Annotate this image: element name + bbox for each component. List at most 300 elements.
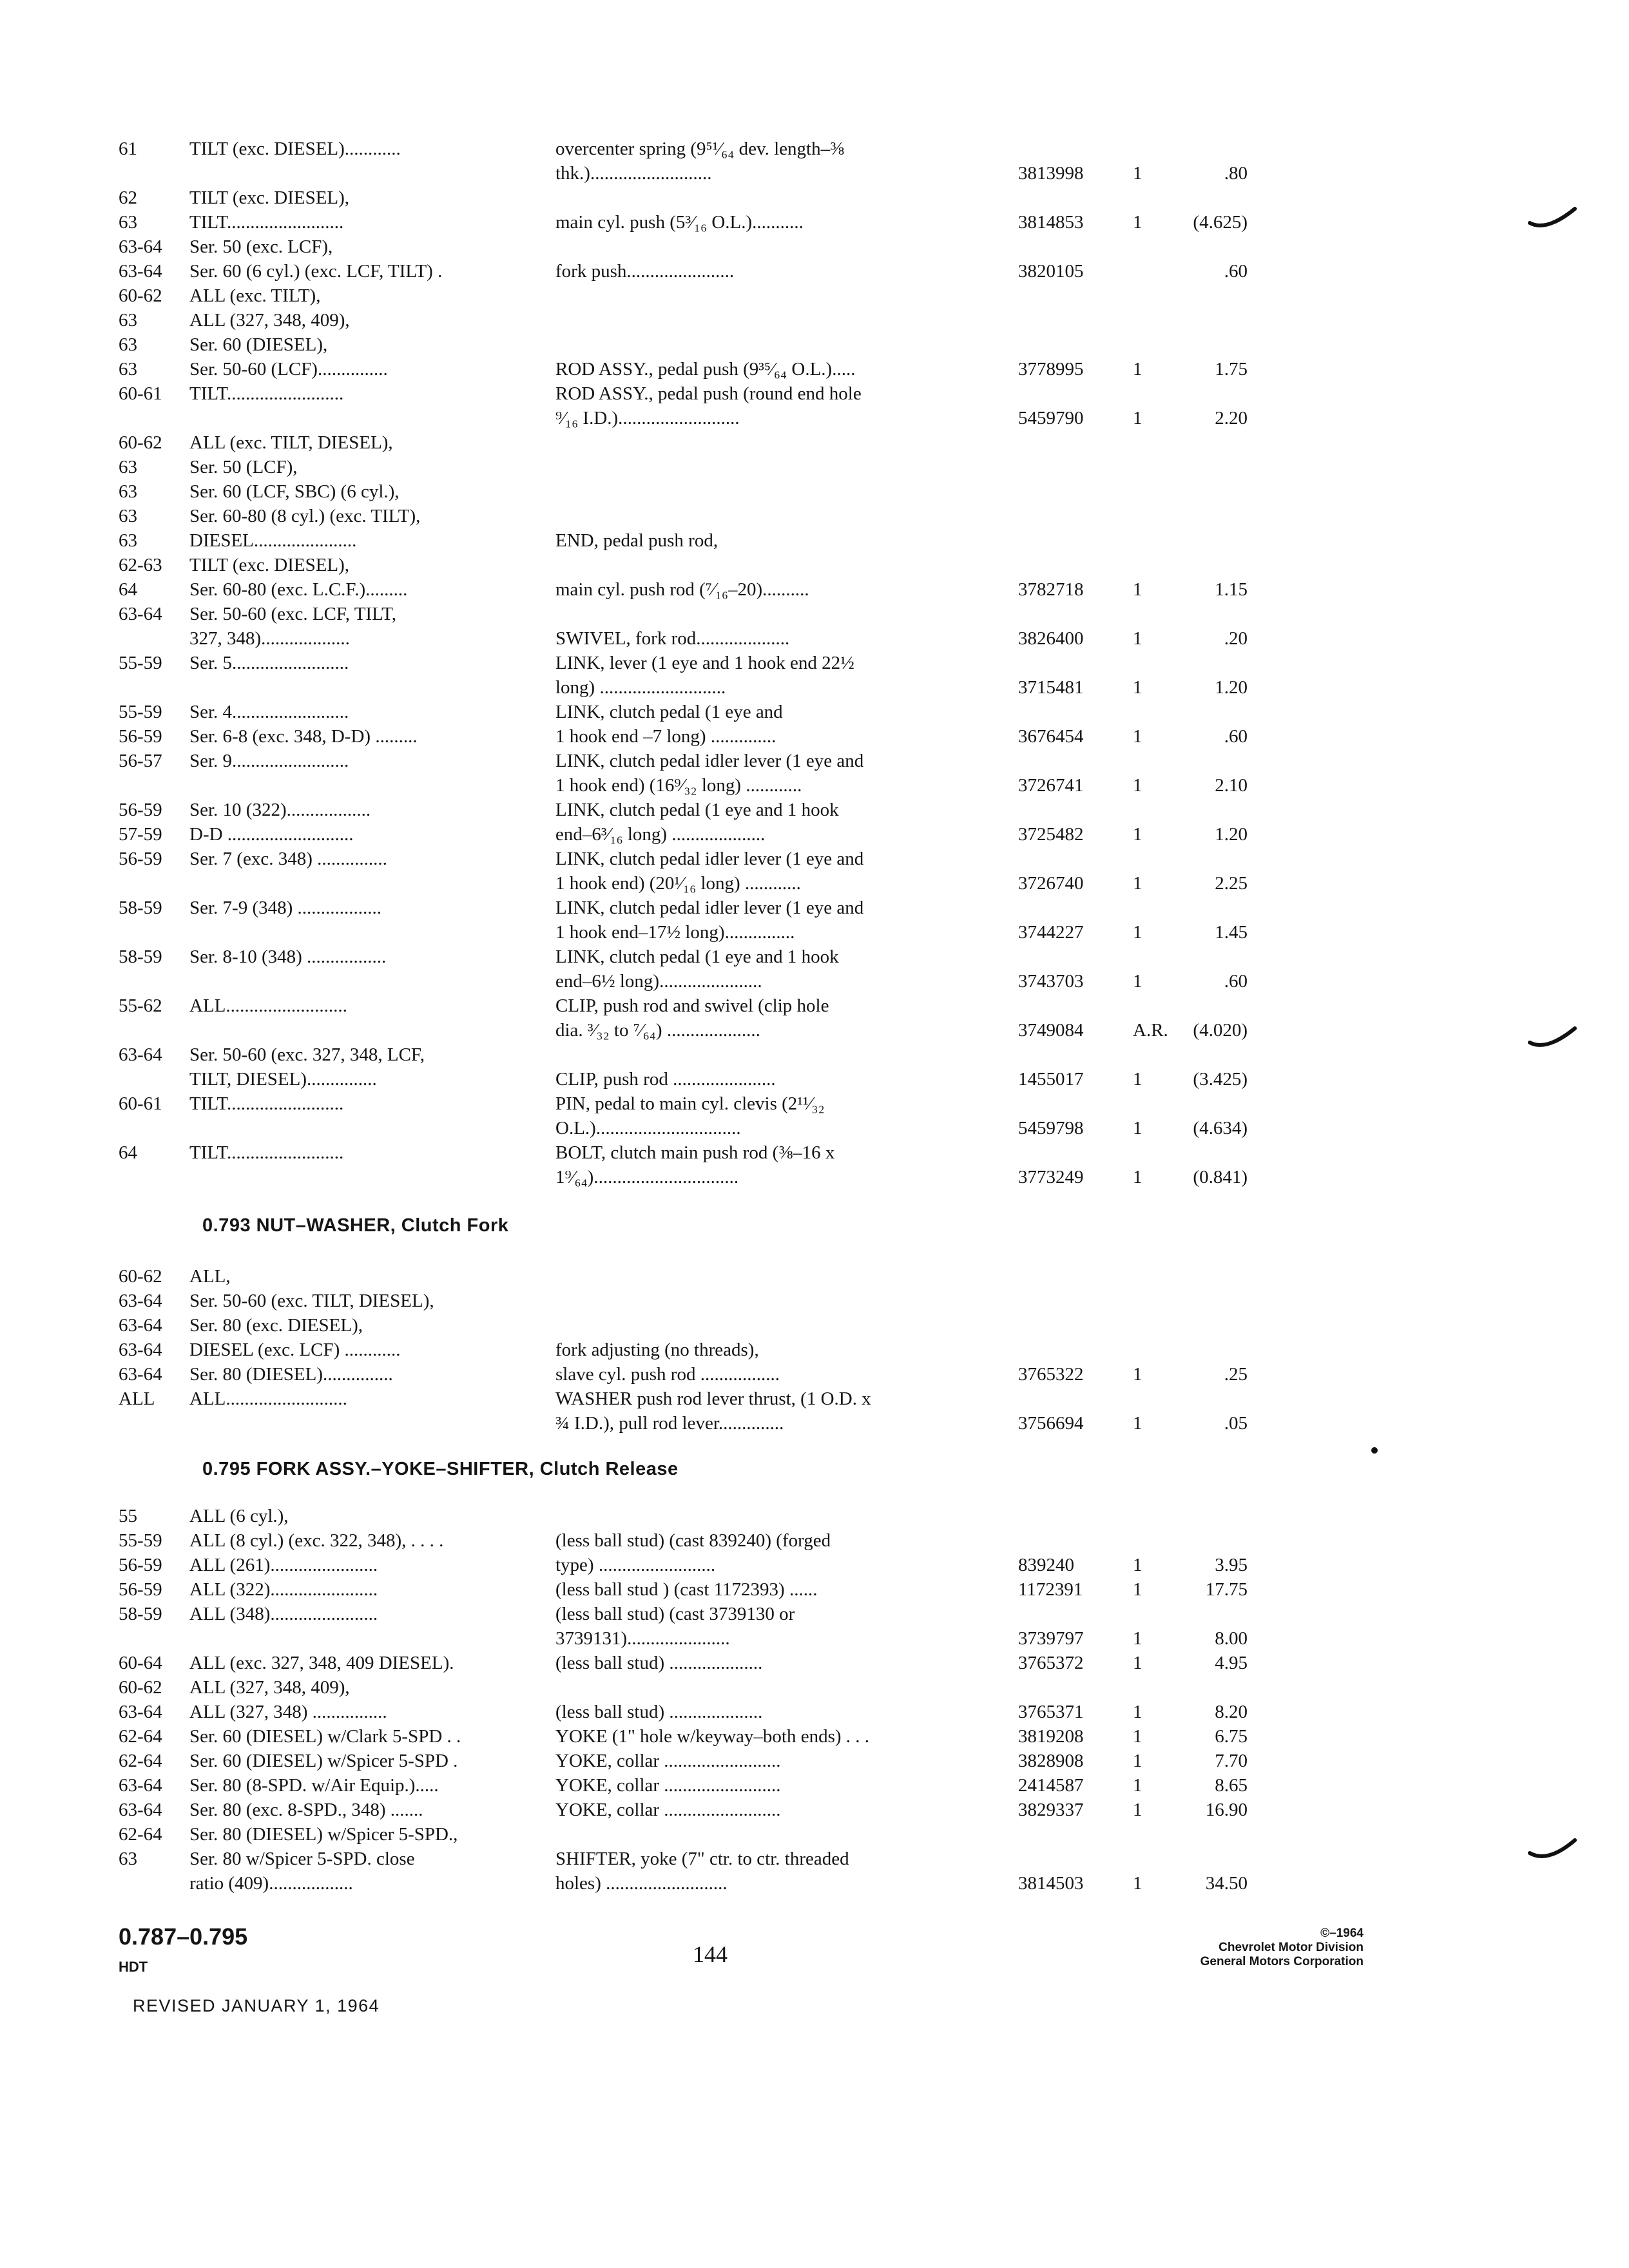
quantity-cell: 1 [1133, 1751, 1142, 1771]
quantity-cell: 1 [1133, 1800, 1142, 1820]
model-year-cell: 60-62 [119, 285, 162, 306]
description-cell: main cyl. push rod (⁷⁄₁₆–20).......... [555, 579, 809, 600]
description-cell: 1 hook end) (16⁹⁄₃₂ long) ............ [555, 775, 802, 796]
part-number-cell: 839240 [1018, 1555, 1074, 1575]
model-year-cell: 62-64 [119, 1824, 162, 1845]
model-year-cell: 63-64 [119, 1315, 162, 1336]
quantity-cell: 1 [1133, 1628, 1142, 1649]
application-cell: Ser. 80 (DIESEL) w/Spicer 5-SPD., [189, 1824, 458, 1845]
quantity-cell: 1 [1133, 1702, 1142, 1722]
description-cell: overcenter spring (9⁵¹⁄₆₄ dev. length–⅜ [555, 139, 844, 159]
model-year-cell: 64 [119, 1142, 137, 1163]
copyright-notice: ©–1964 [1320, 1927, 1364, 1940]
table-row [0, 381, 1629, 406]
model-year-cell: 63 [119, 457, 137, 477]
quantity-cell: 1 [1133, 579, 1142, 600]
model-year-cell: 63-64 [119, 236, 162, 257]
application-cell: Ser. 50-60 (exc. LCF, TILT, [189, 604, 396, 624]
price-cell: 16.90 [1205, 1800, 1248, 1820]
description-cell: SHIFTER, yoke (7" ctr. to ctr. threaded [555, 1849, 849, 1869]
quantity-cell: 1 [1133, 1167, 1142, 1187]
application-cell: Ser. 60 (6 cyl.) (exc. LCF, TILT) . [189, 261, 443, 282]
table-row [0, 1116, 1629, 1140]
model-year-cell: 60-61 [119, 1093, 162, 1114]
price-cell: (3.425) [1193, 1069, 1248, 1090]
application-cell: Ser. 5......................... [189, 653, 349, 673]
application-cell: ALL, [189, 1266, 231, 1287]
price-cell: .05 [1224, 1413, 1248, 1434]
table-row [0, 1264, 1629, 1289]
part-number-cell: 5459790 [1018, 408, 1084, 428]
table-row [0, 137, 1629, 161]
quantity-cell: 1 [1133, 1555, 1142, 1575]
part-number-cell: 3814503 [1018, 1873, 1084, 1894]
table-row [0, 504, 1629, 528]
model-year-cell: 64 [119, 579, 137, 600]
part-number-cell: 3765322 [1018, 1364, 1084, 1385]
description-cell: slave cyl. push rod ................. [555, 1364, 780, 1385]
table-row [0, 847, 1629, 871]
table-row [0, 235, 1629, 259]
table-row [0, 871, 1629, 896]
application-cell: ALL (327, 348, 409), [189, 1677, 350, 1698]
description-cell: ¾ I.D.), pull rod lever.............. [555, 1413, 784, 1434]
application-cell: ALL (exc. TILT), [189, 285, 321, 306]
model-year-cell: 57-59 [119, 824, 162, 845]
application-cell: Ser. 7 (exc. 348) ............... [189, 849, 387, 869]
application-cell: Ser. 60 (DIESEL), [189, 334, 328, 355]
price-cell: 7.70 [1215, 1751, 1248, 1771]
description-cell: CLIP, push rod ...................... [555, 1069, 776, 1090]
model-year-cell: 62-64 [119, 1751, 162, 1771]
part-number-cell: 3715481 [1018, 677, 1084, 698]
application-cell: 327, 348)................... [189, 628, 350, 649]
application-cell: TILT......................... [189, 212, 344, 233]
table-row [0, 1773, 1629, 1798]
price-cell: .80 [1224, 163, 1248, 184]
model-year-cell: 56-57 [119, 751, 162, 771]
description-cell: end–6³⁄₁₆ long) .................... [555, 824, 766, 845]
part-number-cell: 3820105 [1018, 261, 1084, 282]
table-row [0, 577, 1629, 602]
application-cell: Ser. 80 (exc. 8-SPD., 348) ....... [189, 1800, 423, 1820]
table-row [0, 430, 1629, 455]
part-number-cell: 3813998 [1018, 163, 1084, 184]
application-cell: Ser. 60-80 (exc. L.C.F.)......... [189, 579, 408, 600]
quantity-cell: 1 [1133, 726, 1142, 747]
price-cell: (4.625) [1193, 212, 1248, 233]
model-year-cell: 63-64 [119, 1291, 162, 1311]
model-year-cell: 56-59 [119, 1555, 162, 1575]
quantity-cell: 1 [1133, 1118, 1142, 1139]
application-cell: Ser. 50-60 (exc. TILT, DIESEL), [189, 1291, 434, 1311]
table-row [0, 700, 1629, 724]
price-cell: (4.020) [1193, 1020, 1248, 1041]
table-row [0, 357, 1629, 381]
model-year-cell: 63-64 [119, 604, 162, 624]
application-cell: DIESEL (exc. LCF) ............ [189, 1340, 401, 1360]
model-year-cell: ALL [119, 1389, 155, 1409]
model-year-cell: 63 [119, 530, 137, 551]
table-row [0, 1387, 1629, 1411]
table-row [0, 1165, 1629, 1189]
application-cell: TILT (exc. DIESEL), [189, 187, 350, 208]
quantity-cell: 1 [1133, 408, 1142, 428]
table-row [0, 1553, 1629, 1577]
price-cell: .20 [1224, 628, 1248, 649]
application-cell: DIESEL...................... [189, 530, 357, 551]
table-row [0, 1411, 1629, 1436]
model-year-cell: 55 [119, 1506, 137, 1526]
application-cell: Ser. 7-9 (348) .................. [189, 898, 382, 918]
table-row [0, 822, 1629, 847]
table-row [0, 406, 1629, 430]
description-cell: BOLT, clutch main push rod (⅜–16 x [555, 1142, 835, 1163]
model-year-cell: 55-59 [119, 1530, 162, 1551]
part-number-cell: 1172391 [1018, 1579, 1083, 1600]
part-number-cell: 3756694 [1018, 1413, 1084, 1434]
application-cell: TILT......................... [189, 1142, 344, 1163]
application-cell: Ser. 50 (exc. LCF), [189, 236, 333, 257]
part-number-cell: 3744227 [1018, 922, 1084, 943]
price-cell: 4.95 [1215, 1653, 1248, 1673]
description-cell: LINK, clutch pedal idler lever (1 eye and [555, 898, 864, 918]
table-row [0, 626, 1629, 651]
description-cell: 1 hook end) (20¹⁄₁₆ long) ............ [555, 873, 801, 894]
application-cell: Ser. 80 (8-SPD. w/Air Equip.)..... [189, 1775, 439, 1796]
footer-section-range: 0.787–0.795 [119, 1923, 248, 1950]
application-cell: Ser. 80 (DIESEL)............... [189, 1364, 393, 1385]
price-cell: (0.841) [1193, 1167, 1248, 1187]
description-cell: (less ball stud) .................... [555, 1702, 763, 1722]
application-cell: TILT (exc. DIESEL)............ [189, 139, 401, 159]
model-year-cell: 60-62 [119, 1266, 162, 1287]
description-cell: ⁹⁄₁₆ I.D.).......................... [555, 408, 740, 428]
table-row [0, 528, 1629, 553]
part-number-cell: 3826400 [1018, 628, 1084, 649]
parts-list-push-rod [0, 137, 1629, 1189]
quantity-cell: 1 [1133, 628, 1142, 649]
price-cell: 34.50 [1205, 1873, 1248, 1894]
price-cell: 1.20 [1215, 824, 1248, 845]
quantity-cell: 1 [1133, 775, 1142, 796]
application-cell: Ser. 50-60 (LCF)............... [189, 359, 388, 380]
model-year-cell: 63 [119, 212, 137, 233]
model-year-cell: 60-64 [119, 1653, 162, 1673]
description-cell: LINK, clutch pedal idler lever (1 eye and [555, 751, 864, 771]
description-cell: ROD ASSY., pedal push (round end hole [555, 383, 862, 404]
description-cell: main cyl. push (5³⁄₁₆ O.L.)........... [555, 212, 804, 233]
price-cell: 1.15 [1215, 579, 1248, 600]
quantity-cell: 1 [1133, 359, 1142, 380]
parts-list-nut-washer [0, 1264, 1629, 1436]
part-number-cell: 3725482 [1018, 824, 1084, 845]
application-cell: D-D ........................... [189, 824, 354, 845]
quantity-cell: 1 [1133, 1653, 1142, 1673]
model-year-cell: 63 [119, 506, 137, 526]
description-cell: LINK, clutch pedal (1 eye and [555, 702, 783, 722]
quantity-cell: 1 [1133, 1873, 1142, 1894]
price-cell: .25 [1224, 1364, 1248, 1385]
table-row [0, 602, 1629, 626]
table-row [0, 1675, 1629, 1700]
application-cell: Ser. 10 (322).................. [189, 800, 371, 820]
description-cell: thk.).......................... [555, 163, 712, 184]
table-row [0, 1091, 1629, 1116]
section-heading-fork-assy: 0.795 FORK ASSY.–YOKE–SHIFTER, Clutch Release [202, 1459, 679, 1479]
part-number-cell: 3773249 [1018, 1167, 1084, 1187]
application-cell: Ser. 6-8 (exc. 348, D-D) ......... [189, 726, 418, 747]
part-number-cell: 3739797 [1018, 1628, 1084, 1649]
description-cell: YOKE, collar ......................... [555, 1800, 781, 1820]
table-row [0, 1043, 1629, 1067]
description-cell: fork push....................... [555, 261, 735, 282]
price-cell: 8.65 [1215, 1775, 1248, 1796]
table-row [0, 284, 1629, 308]
model-year-cell: 63-64 [119, 1364, 162, 1385]
part-number-cell: 3778995 [1018, 359, 1084, 380]
model-year-cell: 56-59 [119, 849, 162, 869]
description-cell: END, pedal push rod, [555, 530, 718, 551]
section-heading-nut-washer: 0.793 NUT–WASHER, Clutch Fork [202, 1215, 509, 1236]
application-cell: Ser. 80 w/Spicer 5-SPD. close [189, 1849, 415, 1869]
description-cell: YOKE, collar ......................... [555, 1775, 781, 1796]
model-year-cell: 58-59 [119, 947, 162, 967]
description-cell: 3739131)...................... [555, 1628, 730, 1649]
revision-date: REVISED JANUARY 1, 1964 [133, 1996, 380, 2015]
table-row [0, 1577, 1629, 1602]
part-number-cell: 3726740 [1018, 873, 1084, 894]
application-cell: TILT......................... [189, 1093, 344, 1114]
quantity-cell: A.R. [1133, 1020, 1168, 1041]
application-cell: Ser. 4......................... [189, 702, 349, 722]
table-row [0, 724, 1629, 749]
application-cell: Ser. 50 (LCF), [189, 457, 298, 477]
quantity-cell: 1 [1133, 1364, 1142, 1385]
description-cell: 1 hook end –7 long) .............. [555, 726, 776, 747]
price-cell: 1.75 [1215, 359, 1248, 380]
application-cell: ALL (261)....................... [189, 1555, 378, 1575]
description-cell: (less ball stud) (cast 839240) (forged [555, 1530, 831, 1551]
description-cell: LINK, clutch pedal idler lever (1 eye and [555, 849, 864, 869]
model-year-cell: 55-59 [119, 653, 162, 673]
application-cell: ALL.......................... [189, 1389, 347, 1409]
description-cell: (less ball stud) (cast 3739130 or [555, 1604, 795, 1624]
model-year-cell: 63-64 [119, 1800, 162, 1820]
table-row [0, 945, 1629, 969]
table-row [0, 479, 1629, 504]
table-row [0, 651, 1629, 675]
part-number-cell: 3726741 [1018, 775, 1084, 796]
table-row [0, 1504, 1629, 1528]
description-cell: 1 hook end–17½ long)............... [555, 922, 795, 943]
table-row [0, 161, 1629, 186]
model-year-cell: 62-63 [119, 555, 162, 575]
description-cell: 1⁹⁄₆₄)............................... [555, 1167, 739, 1187]
publisher-block [1200, 1927, 1364, 1969]
price-cell: .60 [1224, 726, 1248, 747]
table-row [0, 1724, 1629, 1749]
application-cell: Ser. 60 (DIESEL) w/Spicer 5-SPD . [189, 1751, 458, 1771]
part-number-cell: 3765371 [1018, 1702, 1084, 1722]
scan-mark-middle [1527, 1024, 1579, 1053]
page-number: 144 [693, 1941, 728, 1967]
part-number-cell: 3782718 [1018, 579, 1084, 600]
footer-hdt: HDT [119, 1959, 148, 1975]
price-cell: .60 [1224, 261, 1248, 282]
table-row [0, 1822, 1629, 1847]
application-cell: ALL.......................... [189, 995, 347, 1016]
table-row [0, 1018, 1629, 1043]
model-year-cell: 55-59 [119, 702, 162, 722]
part-number-cell: 3828908 [1018, 1751, 1084, 1771]
description-cell: dia. ³⁄₃₂ to ⁷⁄₆₄) .................... [555, 1020, 760, 1041]
table-row [0, 920, 1629, 945]
quantity-cell: 1 [1133, 212, 1142, 233]
model-year-cell: 63-64 [119, 1340, 162, 1360]
table-row [0, 1871, 1629, 1896]
price-cell: 17.75 [1205, 1579, 1248, 1600]
model-year-cell: 63 [119, 1849, 137, 1869]
model-year-cell: 63 [119, 481, 137, 502]
application-cell: ALL (exc. 327, 348, 409 DIESEL). [189, 1653, 454, 1673]
description-cell: LINK, clutch pedal (1 eye and 1 hook [555, 947, 839, 967]
table-row [0, 1528, 1629, 1553]
model-year-cell: 56-59 [119, 1579, 162, 1600]
description-cell: YOKE, collar ......................... [555, 1751, 781, 1771]
quantity-cell: 1 [1133, 1579, 1142, 1600]
table-row [0, 1140, 1629, 1165]
description-cell: holes) .......................... [555, 1873, 728, 1894]
quantity-cell: 1 [1133, 824, 1142, 845]
table-row [0, 1362, 1629, 1387]
application-cell: ALL (327, 348, 409), [189, 310, 350, 331]
description-cell: ROD ASSY., pedal push (9³⁵⁄₆₄ O.L.)..... [555, 359, 856, 380]
description-cell: SWIVEL, fork rod.................... [555, 628, 790, 649]
table-row [0, 210, 1629, 235]
quantity-cell: 1 [1133, 971, 1142, 992]
price-cell: (4.634) [1193, 1118, 1248, 1139]
quantity-cell: 1 [1133, 677, 1142, 698]
table-row [0, 969, 1629, 994]
description-cell: WASHER push rod lever thrust, (1 O.D. x [555, 1389, 871, 1409]
model-year-cell: 62-64 [119, 1726, 162, 1747]
application-cell: TILT, DIESEL)............... [189, 1069, 377, 1090]
table-row [0, 1067, 1629, 1091]
description-cell: O.L.)............................... [555, 1118, 741, 1139]
application-cell: Ser. 60-80 (8 cyl.) (exc. TILT), [189, 506, 421, 526]
corporation-name: General Motors Corporation [1200, 1955, 1364, 1968]
table-row [0, 553, 1629, 577]
model-year-cell: 60-61 [119, 383, 162, 404]
application-cell: ALL (348)....................... [189, 1604, 378, 1624]
application-cell: ratio (409).................. [189, 1873, 353, 1894]
model-year-cell: 63-64 [119, 1775, 162, 1796]
table-row [0, 1602, 1629, 1626]
price-cell: .60 [1224, 971, 1248, 992]
price-cell: 1.45 [1215, 922, 1248, 943]
model-year-cell: 63-64 [119, 261, 162, 282]
application-cell: Ser. 50-60 (exc. 327, 348, LCF, [189, 1044, 425, 1065]
part-number-cell: 3765372 [1018, 1653, 1084, 1673]
part-number-cell: 2414587 [1018, 1775, 1084, 1796]
application-cell: ALL (327, 348) ................ [189, 1702, 387, 1722]
part-number-cell: 3749084 [1018, 1020, 1084, 1041]
model-year-cell: 60-62 [119, 1677, 162, 1698]
model-year-cell: 62 [119, 187, 137, 208]
table-row [0, 1289, 1629, 1313]
table-row [0, 259, 1629, 284]
part-number-cell: 3814853 [1018, 212, 1084, 233]
quantity-cell: 1 [1133, 873, 1142, 894]
table-row [0, 332, 1629, 357]
price-cell: 2.10 [1215, 775, 1248, 796]
table-row [0, 896, 1629, 920]
quantity-cell: 1 [1133, 1413, 1142, 1434]
application-cell: Ser. 8-10 (348) ................. [189, 947, 387, 967]
table-row [0, 1798, 1629, 1822]
price-cell: 6.75 [1215, 1726, 1248, 1747]
table-row [0, 186, 1629, 210]
part-number-cell: 3829337 [1018, 1800, 1084, 1820]
description-cell: PIN, pedal to main cyl. clevis (2¹¹⁄₃₂ [555, 1093, 825, 1114]
table-row [0, 798, 1629, 822]
model-year-cell: 63 [119, 310, 137, 331]
table-row [0, 455, 1629, 479]
price-cell: 8.00 [1215, 1628, 1248, 1649]
description-cell: long) ........................... [555, 677, 726, 698]
model-year-cell: 55-62 [119, 995, 162, 1016]
table-row [0, 675, 1629, 700]
quantity-cell: 1 [1133, 1726, 1142, 1747]
description-cell: (less ball stud ) (cast 1172393) ...... [555, 1579, 818, 1600]
model-year-cell: 58-59 [119, 1604, 162, 1624]
application-cell: Ser. 60 (DIESEL) w/Clark 5-SPD . . [189, 1726, 461, 1747]
description-cell: type) ......................... [555, 1555, 716, 1575]
description-cell: fork adjusting (no threads), [555, 1340, 759, 1360]
application-cell: TILT......................... [189, 383, 344, 404]
part-number-cell: 3676454 [1018, 726, 1084, 747]
application-cell: Ser. 80 (exc. DIESEL), [189, 1315, 363, 1336]
application-cell: ALL (exc. TILT, DIESEL), [189, 432, 393, 453]
table-row [0, 308, 1629, 332]
part-number-cell: 1455017 [1018, 1069, 1084, 1090]
table-row [0, 1626, 1629, 1651]
description-cell: LINK, lever (1 eye and 1 hook end 22½ [555, 653, 854, 673]
parts-list-fork-assy [0, 1504, 1629, 1896]
application-cell: ALL (6 cyl.), [189, 1506, 289, 1526]
division-name: Chevrolet Motor Division [1219, 1941, 1364, 1954]
model-year-cell: 63 [119, 334, 137, 355]
scan-dot [1370, 1446, 1379, 1455]
scan-mark-top [1527, 205, 1579, 233]
model-year-cell: 56-59 [119, 800, 162, 820]
table-row [0, 1700, 1629, 1724]
table-row [0, 1847, 1629, 1871]
application-cell: Ser. 9......................... [189, 751, 349, 771]
description-cell: CLIP, push rod and swivel (clip hole [555, 995, 829, 1016]
part-number-cell: 5459798 [1018, 1118, 1084, 1139]
price-cell: 3.95 [1215, 1555, 1248, 1575]
quantity-cell: 1 [1133, 1775, 1142, 1796]
table-row [0, 1651, 1629, 1675]
model-year-cell: 56-59 [119, 726, 162, 747]
table-row [0, 773, 1629, 798]
application-cell: ALL (322)....................... [189, 1579, 378, 1600]
description-cell: (less ball stud) .................... [555, 1653, 763, 1673]
application-cell: ALL (8 cyl.) (exc. 322, 348), . . . . [189, 1530, 444, 1551]
price-cell: 8.20 [1215, 1702, 1248, 1722]
